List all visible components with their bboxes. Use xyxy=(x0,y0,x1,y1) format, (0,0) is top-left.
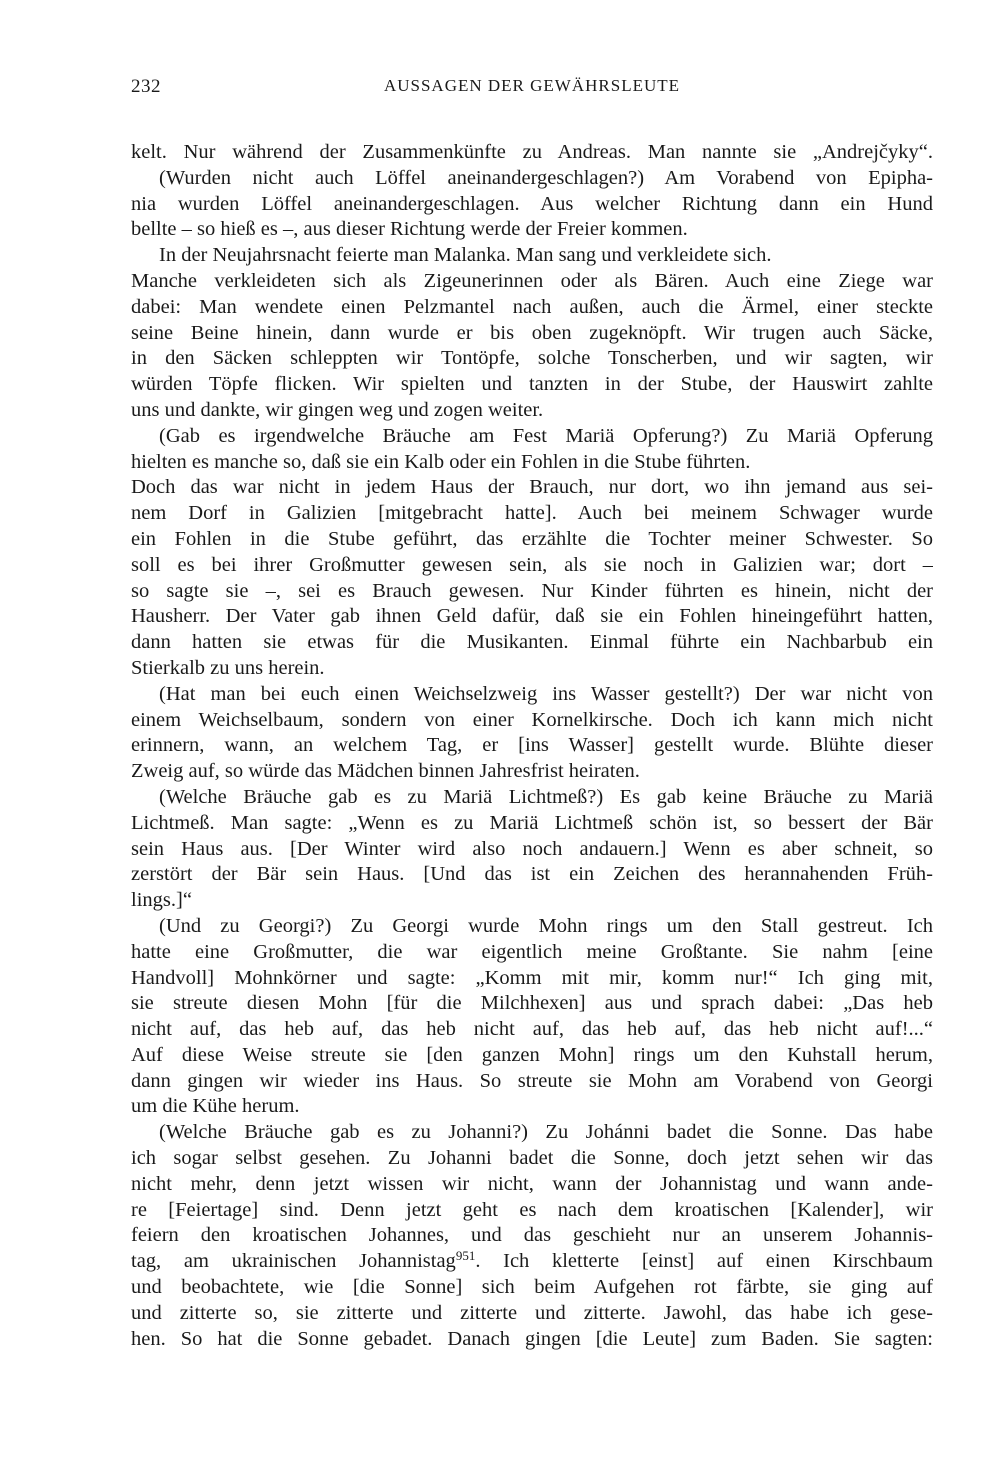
text-line-content: nem Dorf in Galizien [mitgebracht hatte]. Auch bei meinem Schwager wurde xyxy=(131,502,933,525)
text-line-content: Zweig auf, so würde das Mädchen binnen Jahresfrist heiraten. xyxy=(131,760,640,783)
text-line-tail: . Ich kletterte [einst] auf einen Kirschbaum xyxy=(475,1250,933,1273)
text-line-content: und zitterte so, sie zitterte und zitterte und zitterte. Jawohl, das habe ich gese- xyxy=(131,1301,933,1324)
text-line xyxy=(131,914,933,940)
text-line-content: sein Haus aus. [Der Winter wird also noch andauern.] Wenn es aber schneit, so xyxy=(131,837,933,860)
text-line-content: re [Feiertage] sind. Denn jetzt geht es nach dem kroatischen [Kalender], wir xyxy=(131,1198,933,1221)
text-line-content: sie streute diesen Mohn [für die Milchhexen] aus und sprach dabei: „Das heb xyxy=(131,992,933,1015)
text-line xyxy=(131,321,933,347)
text-line-content: In der Neujahrsnacht feierte man Malanka. Man sang und verkleidete sich. xyxy=(159,244,772,267)
text-line xyxy=(131,1249,933,1275)
text-line-content: (Welche Bräuche gab es zu Mariä Lichtmeß?) Es gab keine Bräuche zu Mariä xyxy=(159,785,933,808)
text-line xyxy=(131,862,933,888)
text-line xyxy=(131,1017,933,1043)
text-line-content: (Und zu Georgi?) Zu Georgi wurde Mohn rings um den Stall gestreut. Ich xyxy=(159,914,933,937)
text-line-content: Stierkalb zu uns herein. xyxy=(131,656,325,679)
text-line-content: nicht auf, das heb auf, das heb nicht auf, das heb auf, das heb nicht auf!...“ xyxy=(131,1018,933,1041)
text-line xyxy=(131,192,933,218)
text-line-content: ich sogar selbst gesehen. Zu Johanni badet die Sonne, doch jetzt sehen wir das xyxy=(131,1147,933,1170)
text-line xyxy=(131,811,933,837)
text-line xyxy=(131,243,933,269)
text-line xyxy=(131,1275,933,1301)
text-line xyxy=(131,759,933,785)
text-line-content: dabei: Man wendete einen Pelzmantel nach außen, auch die Ärmel, einer steckte xyxy=(131,295,933,318)
text-line-content: lings.]“ xyxy=(131,889,192,912)
text-line xyxy=(131,1043,933,1069)
text-line-content: nicht mehr, denn jetzt wissen wir nicht, wann der Johannistag und wann ande- xyxy=(131,1172,933,1195)
text-line xyxy=(131,553,933,579)
text-line xyxy=(131,966,933,992)
body-text xyxy=(131,140,933,1352)
text-line xyxy=(131,346,933,372)
text-line-content: Handvoll] Mohnkörner und sagte: „Komm mit mir, komm nur!“ Ich ging mit, xyxy=(131,966,933,989)
text-line xyxy=(131,269,933,295)
page-header xyxy=(131,76,933,106)
text-line-content: ein Fohlen in die Stube geführt, das erzählte die Tochter meiner Schwester. So xyxy=(131,527,933,550)
text-line xyxy=(131,501,933,527)
text-line xyxy=(131,656,933,682)
text-line xyxy=(131,166,933,192)
text-line-content: in den Säcken schleppten wir Tontöpfe, solche Tonscherben, und wir sagten, wir xyxy=(131,347,933,370)
text-line xyxy=(131,475,933,501)
text-line-content: Lichtmeß. Man sagte: „Wenn es zu Mariä Lichtmeß schön ist, so bessert der Bär xyxy=(131,811,933,834)
text-line xyxy=(131,1146,933,1172)
text-line xyxy=(131,424,933,450)
text-line-content: dann hatten sie etwas für die Musikanten. Einmal führte ein Nachbarbub ein xyxy=(131,631,933,654)
text-line xyxy=(131,708,933,734)
text-line xyxy=(131,140,933,166)
text-line xyxy=(131,837,933,863)
text-line xyxy=(131,630,933,656)
text-line-content: (Welche Bräuche gab es zu Johanni?) Zu Johánni badet die Sonne. Das habe xyxy=(159,1121,933,1144)
text-line-content: Doch das war nicht in jedem Haus der Brauch, nur dort, wo ihn jemand aus sei- xyxy=(131,476,933,499)
text-line-content: und beobachtete, wie [die Sonne] sich beim Aufgehen rot färbte, sie ging auf xyxy=(131,1276,933,1299)
text-line-content: dann gingen wir wieder ins Haus. So streute sie Mohn am Vorabend von Georgi xyxy=(131,1069,933,1092)
text-line xyxy=(131,1069,933,1095)
text-line-content: um die Kühe herum. xyxy=(131,1095,300,1118)
text-line xyxy=(131,1172,933,1198)
text-line xyxy=(131,1094,933,1120)
text-line-content: uns und dankte, wir gingen weg und zogen weiter. xyxy=(131,398,544,421)
text-line xyxy=(131,372,933,398)
text-line-content: Hausherr. Der Vater gab ihnen Geld dafür, daß sie ein Fohlen hineingeführt hatten, xyxy=(131,605,933,628)
text-line-content: Manche verkleideten sich als Zigeunerinnen oder als Bären. Auch eine Ziege war xyxy=(131,269,933,292)
text-line-content: tag, am ukrainischen Johannistag xyxy=(131,1250,456,1273)
running-title: AUSSAGEN DER GEWÄHRSLEUTE xyxy=(383,76,681,95)
text-line xyxy=(131,1120,933,1146)
text-line-content: hen. So hat die Sonne gebadet. Danach gingen [die Leute] zum Baden. Sie sagten: xyxy=(131,1327,933,1350)
text-line xyxy=(131,295,933,321)
text-line xyxy=(131,1327,933,1353)
text-line-content: hatte eine Großmutter, die war eigentlich meine Großtante. Sie nahm [eine xyxy=(131,940,933,963)
text-line xyxy=(131,527,933,553)
text-line-content: würden Töpfe flicken. Wir spielten und tanzten in der Stube, der Hauswirt zahlte xyxy=(131,373,933,396)
text-line xyxy=(131,682,933,708)
text-line xyxy=(131,1223,933,1249)
text-line-content: bellte – so hieß es –, aus dieser Richtung werde der Freier kommen. xyxy=(131,218,688,241)
text-line-content: hielten es manche so, daß sie ein Kalb oder ein Fohlen in die Stube führten. xyxy=(131,450,751,473)
footnote-reference: 951 xyxy=(455,1249,476,1264)
text-line-content: kelt. Nur während der Zusammenkünfte zu Andreas. Man nannte sie „Andrejčyky“. xyxy=(131,141,933,163)
text-line-content: so sagte sie –, sei es Brauch gewesen. Nur Kinder führten es hinein, nicht der xyxy=(131,579,933,602)
text-line xyxy=(131,1198,933,1224)
text-line-content: soll es bei ihrer Großmutter gewesen sein, als sie noch in Galizien war; dort – xyxy=(131,553,933,576)
page-number: 232 xyxy=(131,76,161,97)
text-line xyxy=(131,940,933,966)
text-line-content: (Gab es irgendwelche Bräuche am Fest Mariä Opferung?) Zu Mariä Opferung xyxy=(159,424,933,447)
text-line-content: erinnern, wann, an welchem Tag, er [ins Wasser] gestellt wurde. Blühte dieser xyxy=(131,734,933,757)
text-line xyxy=(131,450,933,476)
text-line-content: nia wurden Löffel aneinandergeschlagen. Aus welcher Richtung dann ein Hund xyxy=(131,192,933,215)
text-line xyxy=(131,888,933,914)
text-line-content: (Wurden nicht auch Löffel aneinandergeschlagen?) Am Vorabend von Epipha- xyxy=(159,166,933,189)
text-line-content: seine Beine hinein, dann wurde er bis oben zugeknöpft. Wir trugen auch Säcke, xyxy=(131,321,933,344)
text-line xyxy=(131,785,933,811)
text-line xyxy=(131,398,933,424)
text-line-content: Auf diese Weise streute sie [den ganzen Mohn] rings um den Kuhstall herum, xyxy=(131,1043,933,1066)
text-line xyxy=(131,604,933,630)
text-line-content: einem Weichselbaum, sondern von einer Kornelkirsche. Doch ich kann mich nicht xyxy=(131,708,933,731)
text-line xyxy=(131,579,933,605)
text-line xyxy=(131,991,933,1017)
text-line xyxy=(131,1301,933,1327)
text-line xyxy=(131,733,933,759)
text-line-content: feiern den kroatischen Johannes, und das geschieht nur an unserem Johannis- xyxy=(131,1224,933,1247)
text-line-content: (Hat man bei euch einen Weichselzweig ins Wasser gestellt?) Der war nicht von xyxy=(159,682,933,705)
text-line xyxy=(131,217,933,243)
text-line-content: zerstört der Bär sein Haus. [Und das ist ein Zeichen des herannahenden Früh- xyxy=(131,863,933,886)
